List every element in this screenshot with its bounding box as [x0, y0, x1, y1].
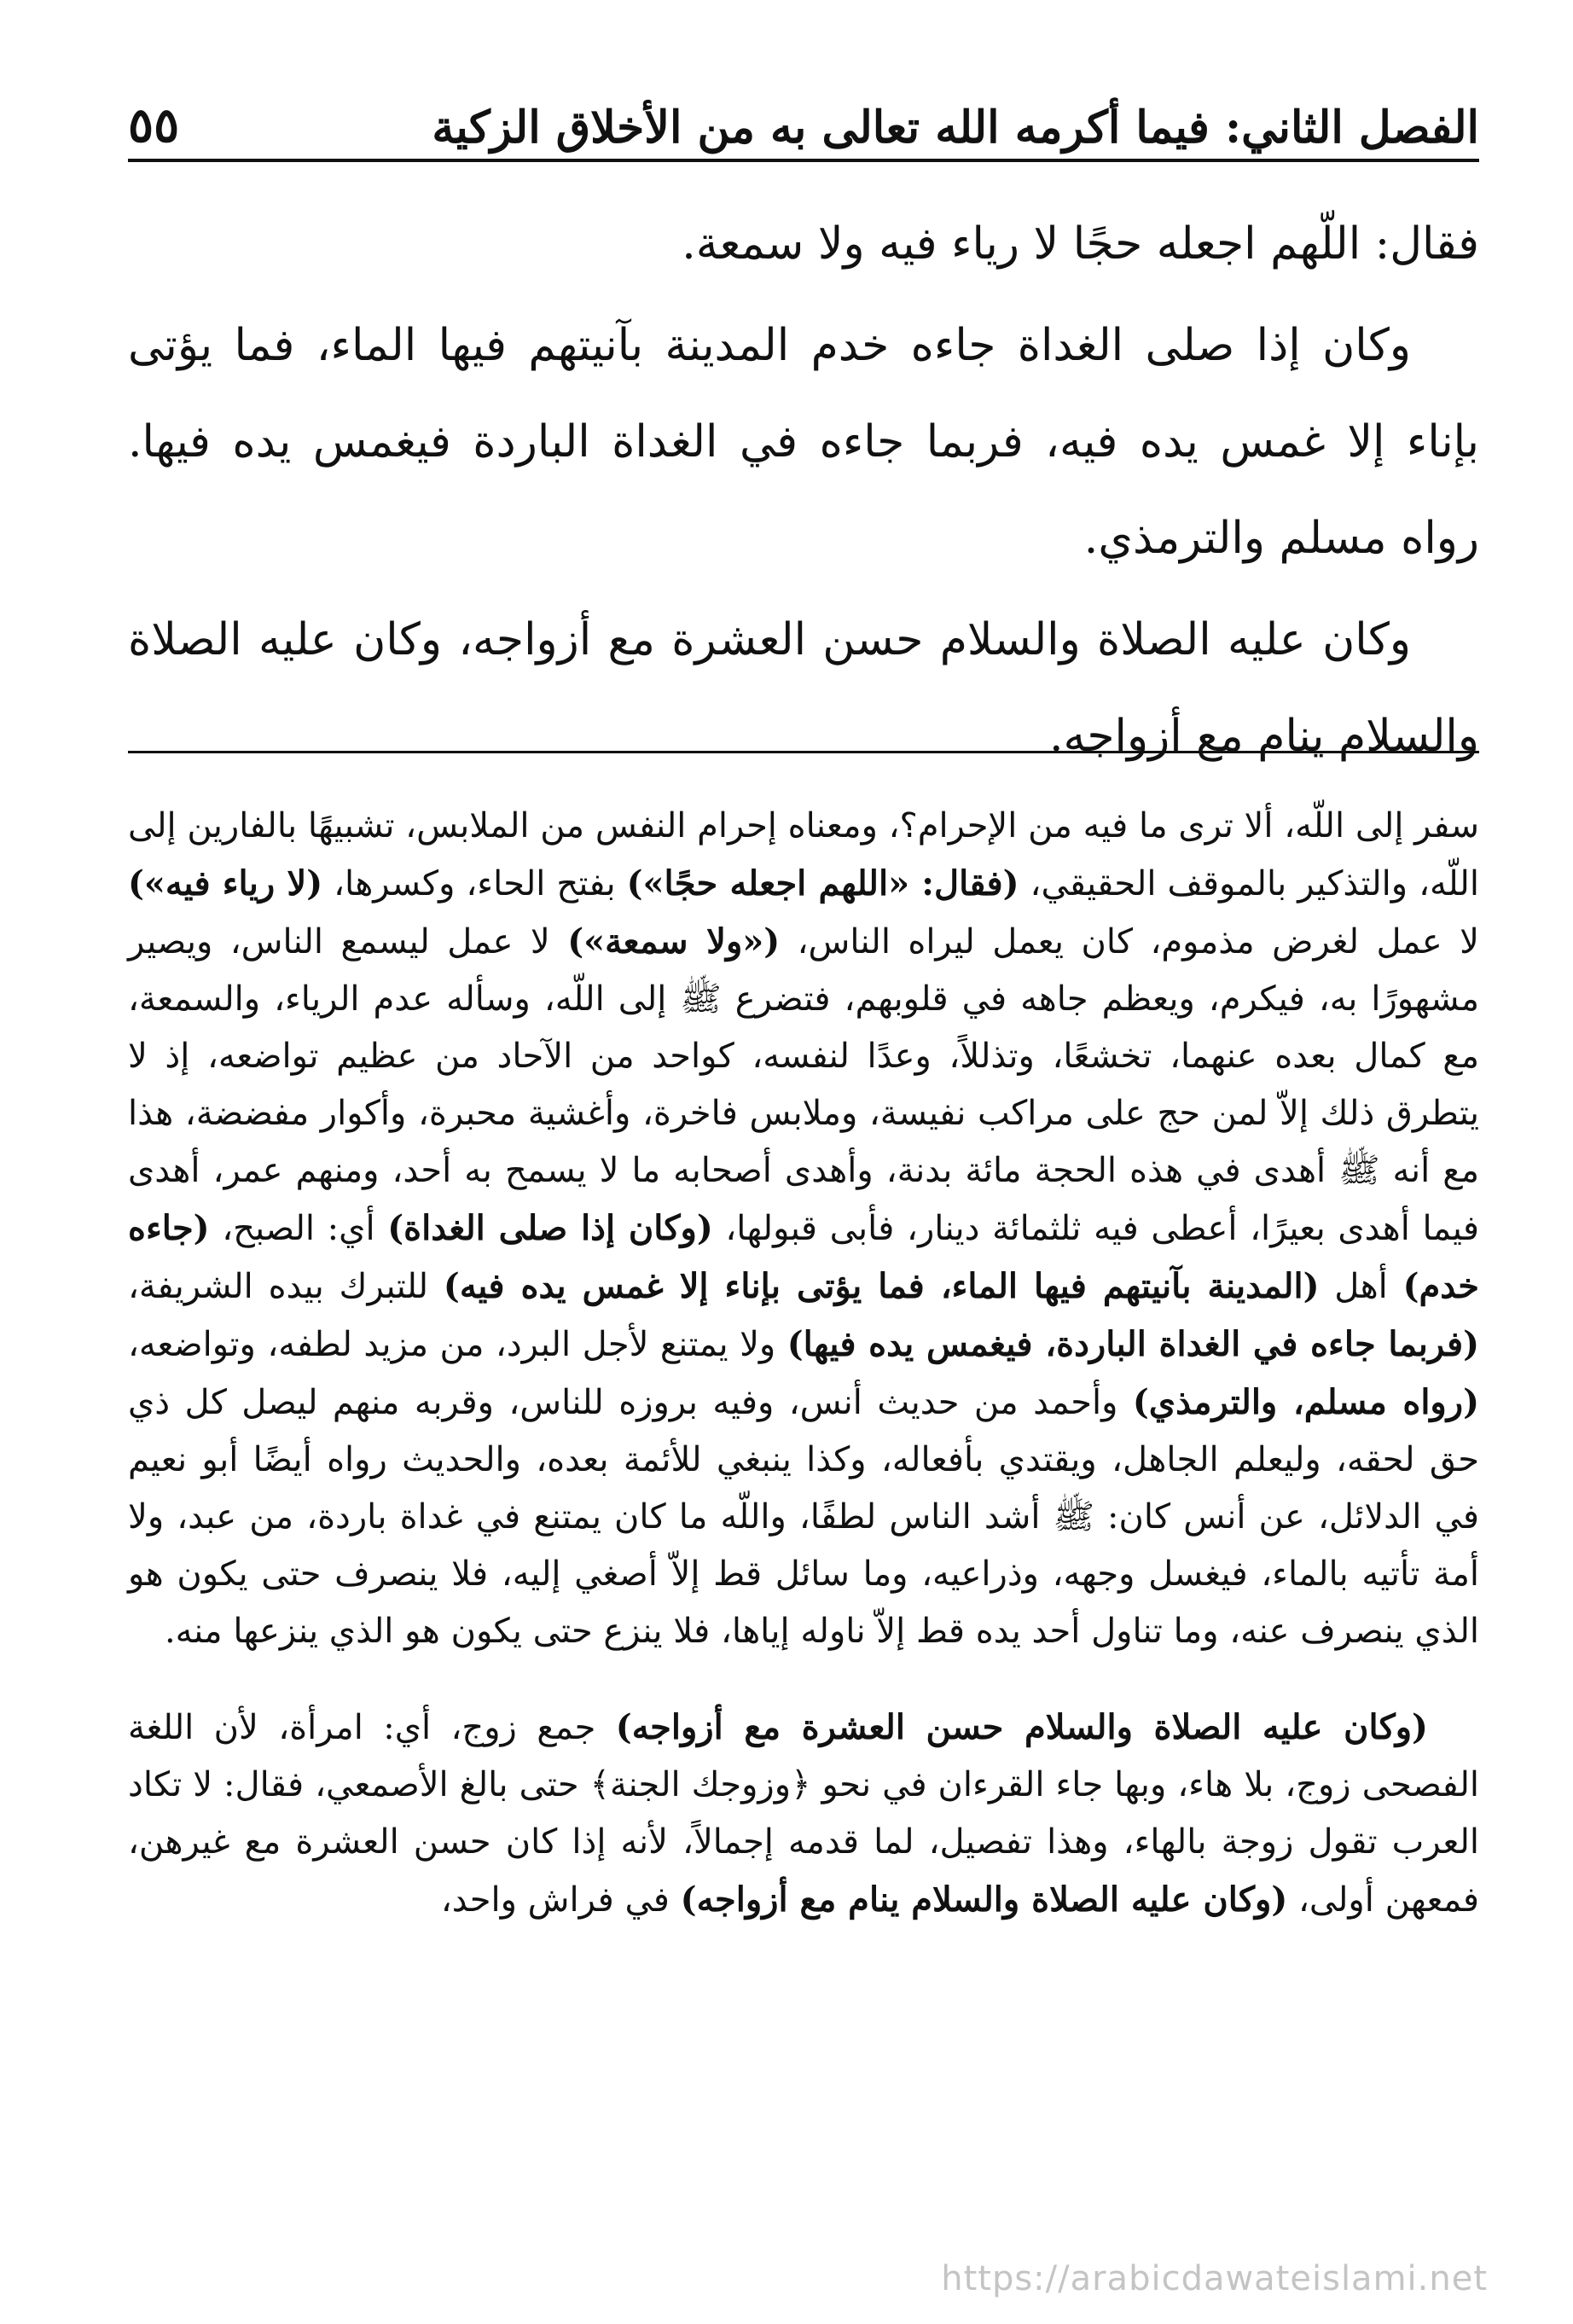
quoted-text: (وكان إذا صلى الغداة) [387, 1208, 713, 1248]
commentary-paragraph [128, 798, 1479, 1660]
commentary-text: وأحمد من حديث أنس، وفيه بروزه للناس، وقربه منهم ليصل كل ذي حق لحقه، وليعلم الجاهل، ويقتدي بأفعاله، وكذا ينبغي للأئمة بعده، والحديث رواه أيضًا أبو نعيم في الدلائل، عن أنس كان: ﷺ أشد الناس لطفًا، واللّه ما كان يمتنع في غداة باردة، من عبد، ولا أمة تأتيه بالماء، فيغسل وجهه، وذراعيه، وما سائل قط إلاّ أصغي إليه، فلا ينصرف حتى يكون هو الذي ينصرف عنه، وما تناول أحد يده قط إلاّ ناوله إياها، فلا ينزع حتى يكون هو الذي ينزعها منه. [128, 1383, 1479, 1651]
main-paragraph: وكان عليه الصلاة والسلام حسن العشرة مع أزواجه، وكان عليه الصلاة والسلام ينام مع أزواجه. [128, 614, 1479, 762]
commentary-paragraph [128, 1699, 1479, 1929]
commentary-text: ولا يمتنع لأجل البرد، من مزيد لطفه، وتواضعه، [128, 1325, 787, 1364]
commentary [128, 798, 1479, 1929]
chapter-title: الفصل الثاني: فيما أكرمه الله تعالى به من الأخلاق الزكية [432, 102, 1479, 154]
commentary-text: سفر إلى اللّه، ألا ترى ما فيه من الإحرام؟، ومعناه إحرام النفس من الملابس، تشبيهًا بالفارين إلى اللّه، والتذكير بالموقف الحقيقي، [127, 806, 1479, 903]
quoted-text: (فربما جاءه في الغداة الباردة، فيغمس يده فيها) [786, 1324, 1479, 1364]
quoted-text: (وكان عليه الصلاة والسلام ينام مع أزواجه) [680, 1880, 1288, 1920]
quoted-text: (فقال: «اللهم اجعله حجًا») [626, 863, 1019, 903]
quoted-text: («ولا سمعة») [567, 921, 781, 962]
commentary-text: أهل [1319, 1267, 1403, 1306]
commentary-text: في فراش واحد، [440, 1880, 681, 1920]
commentary-text: جمع زوج، أي: امرأة، لأن اللغة الفصحى زوج، بلا هاء، وبها جاء القرءان في نحو ﴿وزوجك الجنة﴾ حتى بالغ الأصمعي، فقال: لا تكاد العرب تقول زوجة بالهاء، وهذا تفصيل، لما قدمه إجمالاً، لأنه إذا كان حسن العشرة مع غيرهن، فمعهن أولى، [128, 1708, 1480, 1920]
main-paragraph: فقال: اللّهم اجعله حجًا لا رياء فيه ولا سمعة. [682, 218, 1479, 270]
commentary-text: أي: الصبح، [209, 1209, 388, 1248]
watermark-url: https://arabicdawateislami.net [941, 2259, 1488, 2298]
page-number: ٥٥ [128, 97, 180, 154]
main-paragraph: وكان إذا صلى الغداة جاءه خدم المدينة بآنيتهم فيها الماء، فما يؤتى بإناء إلا غمس يده فيه، فربما جاءه في الغداة الباردة فيغمس يده فيها. رواه مسلم والترمذي. [128, 320, 1479, 564]
quoted-text: (لا رياء فيه») [128, 863, 323, 903]
quoted-text: (رواه مسلم، والترمذي) [1132, 1382, 1479, 1422]
commentary-text: لا عمل ليسمع الناس، ويصير مشهورًا به، فيكرم، ويعظم جاهه في قلوبهم، فتضرع ﷺ إلى اللّه، وسأله عدم الرياء، والسمعة، مع كمال بعده عنهما، تخشعًا، وتذللاً، وعدًا لنفسه، كواحد من الآحاد من عظيم تواضعه، إذ لا يتطرق ذلك إلاّ لمن حج على مراكب نفيسة، وملابس فاخرة، وأغشية محبرة، وأكوار مفضضة، هذا مع أنه ﷺ أهدى في هذه الحجة مائة بدنة، وأهدى أصحابه ما لا يسمح به أحد، ومنهم عمر، أهدى فيما أهدى بعيرًا، أعطى فيه ثلثمائة دينار، فأبى قبولها، [128, 922, 1479, 1248]
main-text [128, 196, 1479, 785]
quoted-text: (وكان عليه الصلاة والسلام حسن العشرة مع أزواجه) [615, 1707, 1428, 1747]
section-divider [128, 751, 1479, 753]
commentary-text: بفتح الحاء، وكسرها، [322, 864, 627, 903]
commentary-text: لا عمل لغرض مذموم، كان يعمل ليراه الناس، [780, 922, 1479, 962]
quoted-text: (جاءه خدم) [128, 1208, 1480, 1306]
commentary-text: للتبرك بيده الشريفة، [128, 1267, 444, 1306]
page-header [128, 60, 1479, 162]
quoted-text: (المدينة بآنيتهم فيها الماء، فما يؤتى بإناء إلا غمس يده فيه) [443, 1266, 1320, 1306]
